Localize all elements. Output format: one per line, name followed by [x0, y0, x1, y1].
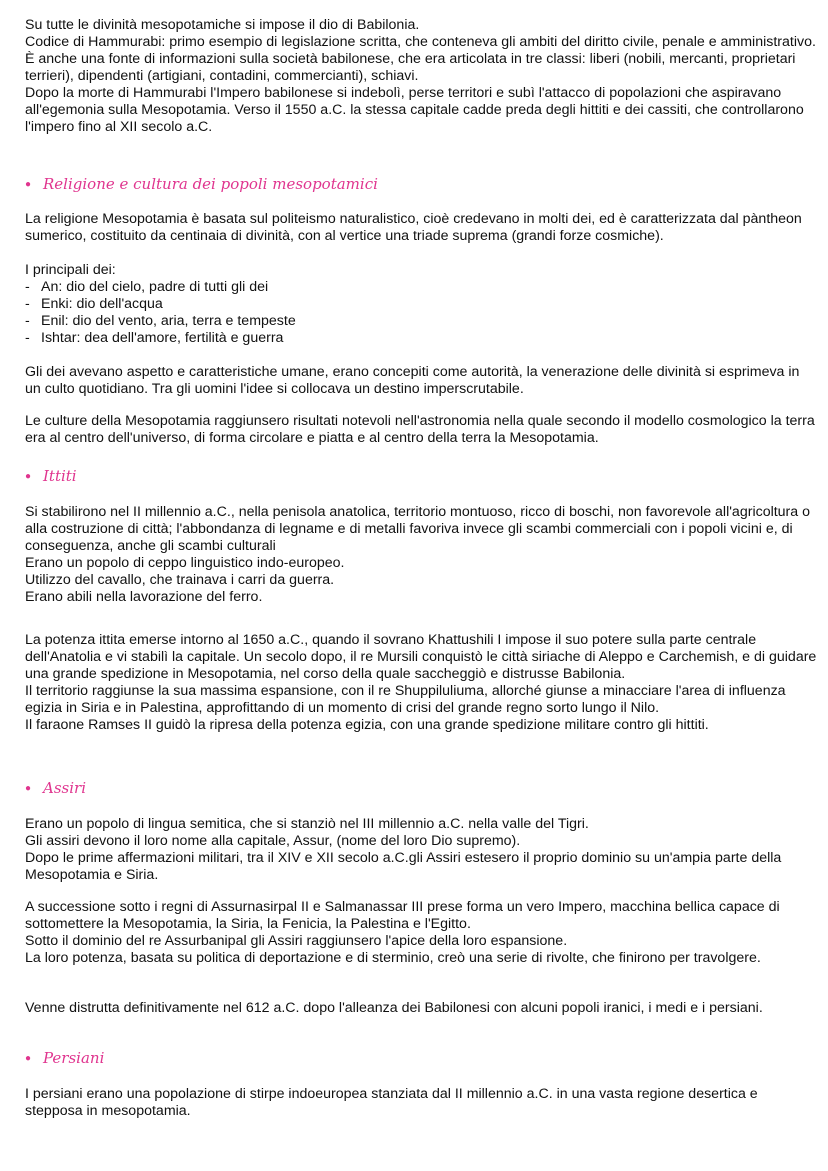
paragraph: Venne distrutta definitivamente nel 612 a.C. dopo l'alleanza dei Babilonesi con alcuni popoli iranici, i medi e i persiani.: [25, 1000, 763, 1016]
paragraph-line: Il faraone Ramses II guidò la ripresa della potenza egizia, con una grande spedizione militare contro gli hittiti.: [25, 717, 709, 733]
assiri-paragraph-2: [25, 899, 817, 967]
ittiti-paragraph-1: [25, 504, 817, 606]
bullet-dot-icon: ●: [25, 470, 32, 482]
paragraph-line: Dopo le prime affermazioni militari, tra il XIV e XII secolo a.C.gli Assiri estesero il proprio dominio su un'ampia parte della Mesopotamia e Siria.: [25, 850, 782, 883]
paragraph-line: Utilizzo del cavallo, che trainava i carri da guerra.: [25, 572, 335, 588]
paragraph-line: Erano abili nella lavorazione del ferro.: [25, 589, 263, 605]
intro-line: Dopo la morte di Hammurabi l'Impero babilonese si indebolì, perse territori e subì l'attacco di popolazioni che aspiravano all'egemonia sulla Mesopotamia. Verso il 1550 a.C. la stessa capitale cadde preda degli hittiti e dei cassiti, che controllarono l'impero fino al XII secolo a.C.: [25, 85, 804, 135]
section-heading-persiani: [25, 1047, 104, 1069]
section-title: Persiani: [43, 1048, 105, 1067]
paragraph-line: Gli assiri devono il loro nome alla capitale, Assur, (nome del loro Dio supremo).: [25, 833, 521, 849]
intro-line: È anche una fonte di informazioni sulla società babilonese, che era articolata in tre classi: liberi (nobili, mercanti, proprietari terrieri), dipendenti (artigiani, contadini, commercianti), schiavi.: [25, 51, 796, 84]
paragraph-line: Si stabilirono nel II millennio a.C., nella penisola anatolica, territorio montuoso, ricco di boschi, non favorevole all'agricoltura o alla costruzione di città; l'abbondanza di legname e di metalli favoriva invece gli scambi commerciali con i popoli vicini e, di conseguenza, anche gli scambi culturali: [25, 504, 811, 554]
bullet-dot-icon: ●: [25, 782, 32, 794]
assiri-paragraph-3: [25, 1000, 817, 1017]
paragraph-line: La potenza ittita emerse intorno al 1650 a.C., quando il sovrano Khattushili I impose il suo potere sulla parte centrale dell'Anatolia e vi stabilì la capitale. Un secolo dopo, il re Mursili conquistò le città siriache di Aleppo e Carchemish, e di guidare una grande spedizione in Mesopotamia, nel corso della quale saccheggiò e distrusse Babilonia.: [25, 632, 817, 682]
persiani-paragraph-1: [25, 1086, 817, 1120]
list-item: - Ishtar: dea dell'amore, fertilità e guerra: [25, 330, 817, 347]
list-item: - Enil: dio del vento, aria, terra e tempeste: [25, 313, 817, 330]
bullet-dot-icon: ●: [25, 1052, 32, 1064]
religione-paragraph-3: [25, 413, 817, 447]
assiri-paragraph-1: [25, 816, 817, 884]
section-title: Ittiti: [43, 466, 77, 485]
paragraph: La religione Mesopotamia è basata sul politeismo naturalistico, cioè credevano in molti dei, ed è caratterizzata dal pàntheon sumerico, costituito da centinaia di divinità, con al vertice una triade suprema (grandi forze cosmiche).: [25, 211, 802, 244]
paragraph: Gli dei avevano aspetto e caratteristiche umane, erano concepiti come autorità, la venerazione delle divinità si esprimeva in un culto quotidiano. Tra gli uomini l'idee si collocava un destino imperscrutabile.: [25, 364, 800, 397]
paragraph-line: Erano un popolo di ceppo linguistico indo-europeo.: [25, 555, 345, 571]
bullet-dot-icon: ●: [25, 178, 32, 190]
paragraph: I persiani erano una popolazione di stirpe indoeuropea stanziata dal II millennio a.C. in una vasta regione desertica e stepposa in mesopotamia.: [25, 1086, 758, 1119]
paragraph-line: La loro potenza, basata su politica di deportazione e di sterminio, creò una serie di rivolte, che finirono per travolgere.: [25, 950, 761, 966]
gods-list-intro: I principali dei:: [25, 262, 116, 278]
gods-list: [25, 279, 817, 347]
intro-line: Codice di Hammurabi: primo esempio di legislazione scritta, che conteneva gli ambiti del diritto civile, penale e amministrativo.: [25, 34, 816, 50]
list-item: - An: dio del cielo, padre di tutti gli dei: [25, 279, 817, 296]
religione-paragraph-1: [25, 211, 817, 245]
section-heading-assiri: [25, 777, 86, 799]
ittiti-paragraph-2: [25, 632, 817, 734]
paragraph-line: A successione sotto i regni di Assurnasirpal II e Salmanassar III prese forma un vero Impero, macchina bellica capace di sottomettere la Mesopotamia, la Siria, la Fenicia, la Palestina e l'Egitto.: [25, 899, 780, 932]
intro-paragraphs: [25, 17, 817, 136]
section-heading-religione: [25, 173, 378, 195]
section-title: Assiri: [43, 778, 86, 797]
list-item: - Enki: dio dell'acqua: [25, 296, 817, 313]
section-heading-ittiti: [25, 465, 77, 487]
intro-line: Su tutte le divinità mesopotamiche si impose il dio di Babilonia.: [25, 17, 420, 33]
paragraph: Le culture della Mesopotamia raggiunsero risultati notevoli nell'astronomia nella quale secondo il modello cosmologico la terra era al centro dell'universo, di forma circolare e piatta e al centro della terra la Mesopotamia.: [25, 413, 815, 446]
gods-list-block: [25, 262, 817, 347]
paragraph-line: Sotto il dominio del re Assurbanipal gli Assiri raggiunsero l'apice della loro espansione.: [25, 933, 568, 949]
section-title: Religione e cultura dei popoli mesopotamici: [43, 174, 378, 193]
religione-paragraph-2: [25, 364, 817, 398]
paragraph-line: Il territorio raggiunse la sua massima espansione, con il re Shuppiluliuma, allorché giunse a minacciare l'area di influenza egizia in Siria e in Palestina, approfittando di un momento di crisi del grande regno sorto lungo il Nilo.: [25, 683, 786, 716]
paragraph-line: Erano un popolo di lingua semitica, che si stanziò nel III millennio a.C. nella valle del Tigri.: [25, 816, 589, 832]
